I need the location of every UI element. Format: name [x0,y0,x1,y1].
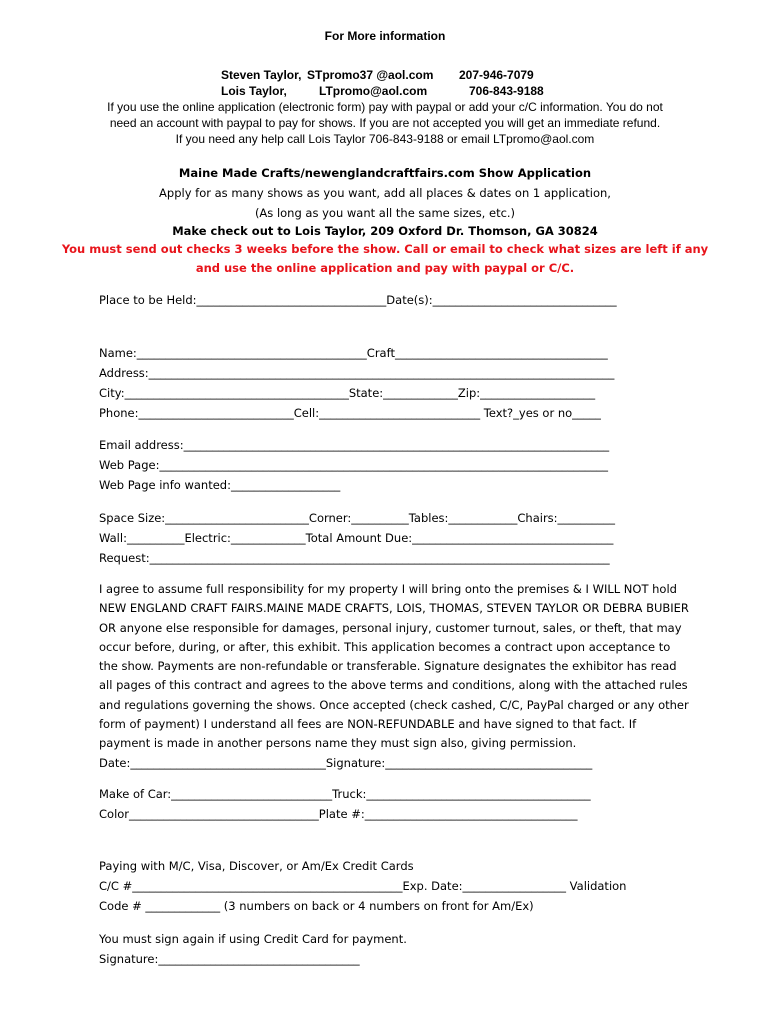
email-field[interactable]: Email address:__________________________________________________________________________ [99,438,610,452]
web-page-field[interactable]: Web Page:______________________________________________________________________________ [99,458,608,472]
sizes-line: (As long as you want all the same sizes, etc.) [254,206,516,220]
online-note-1: If you use the online application (electronic form) pay with paypal or add your c/C information. You do not [107,100,663,114]
page-title: For More information [324,29,446,43]
warning-line-2: and use the online application and pay with paypal or C/C. [195,261,575,275]
name-craft-field[interactable]: Name:________________________________________Craft_____________________________________ [99,346,608,360]
payment-heading: Paying with M/C, Visa, Discover, or Am/Ex Credit Cards [99,859,414,873]
warning-line-1: You must send out checks 3 weeks before the show. Call or email to check what sizes are left if any [61,242,709,256]
code-field[interactable]: Code # _____________ (3 numbers on back or 4 numbers on front for Am/Ex) [99,899,534,913]
contact-email[interactable]: STpromo37 @aol.com [307,68,434,82]
address-field[interactable]: Address:_________________________________________________________________________________ [99,366,615,380]
online-note-2: need an account with paypal to pay for shows. If you are not accepted you will get an immediate refund. [109,116,661,130]
apply-line: Apply for as many shows as you want, add all places & dates on 1 application, [159,186,611,200]
contact-steven [0,67,770,83]
application-title: Maine Made Crafts/newenglandcraftfairs.com Show Application [178,166,592,180]
contact-name: Lois Taylor, [221,84,287,98]
contact-lois [0,83,770,99]
phone-cell-field[interactable]: Phone:___________________________Cell:____________________________ Text?_yes or no_____ [99,406,601,420]
check-line: Make check out to Lois Taylor, 209 Oxford Dr. Thomson, GA 30824 [172,224,598,238]
cc-signature-field[interactable]: Signature:___________________________________ [99,952,360,966]
help-note: If you need any help call Lois Taylor 706-843-9188 or email LTpromo@aol.com [175,132,595,146]
contact-email[interactable]: LTpromo@aol.com [319,84,428,98]
credit-card-field[interactable]: C/C #_______________________________________________Exp. Date:__________________ Validation [99,879,627,893]
city-state-zip-field[interactable]: City:_______________________________________State:_____________Zip:____________________ [99,386,596,400]
car-truck-field[interactable]: Make of Car:____________________________Truck:_______________________________________ [99,787,591,801]
color-plate-field[interactable]: Color_________________________________Plate #:_____________________________________ [99,807,578,821]
wall-electric-field[interactable]: Wall:__________Electric:_____________Total Amount Due:___________________________________ [99,531,614,545]
contact-name: Steven Taylor, [221,68,302,82]
request-field[interactable]: Request:________________________________________________________________________________ [99,551,610,565]
web-info-field[interactable]: Web Page info wanted:___________________ [99,478,341,492]
agreement-text: I agree to assume full responsibility for my property I will bring onto the premises & I WILL NOT hold NEW ENGLAND CRAFT FAIRS.MAINE MADE CRAFTS, LOIS, THOMAS, STEVEN TAYLOR OR DEBRA BUBIER OR anyone else responsible for damages, personal injury, customer turnout, sales, or theft, that may occur before, during, or after, this exhibit. This application becomes a contract upon acceptance to the show. Payments are non-refundable or transferable. Signature designates the exhibitor has read all pages of this contract and agrees to the above terms and conditions, along with the attached rules and regulations governing the shows. Once accepted (check cashed, C/C, PayPal charged or any other form of payment) I understand all fees are NON-REFUNDABLE and have signed to that fact. If payment is made in another persons name they must sign also, giving permission. [99,582,689,751]
sign-again-note: You must sign again if using Credit Card for payment. [99,932,407,946]
date-signature-field[interactable]: Date:__________________________________Signature:____________________________________ [99,756,593,770]
contact-phone: 207-946-7079 [459,68,534,82]
space-size-field[interactable]: Space Size:_________________________Corner:__________Tables:____________Chairs:__________ [99,511,616,525]
contact-phone: 706-843-9188 [469,84,544,98]
place-date-field[interactable]: Place to be Held:_________________________________Date(s):________________________________ [99,293,617,307]
